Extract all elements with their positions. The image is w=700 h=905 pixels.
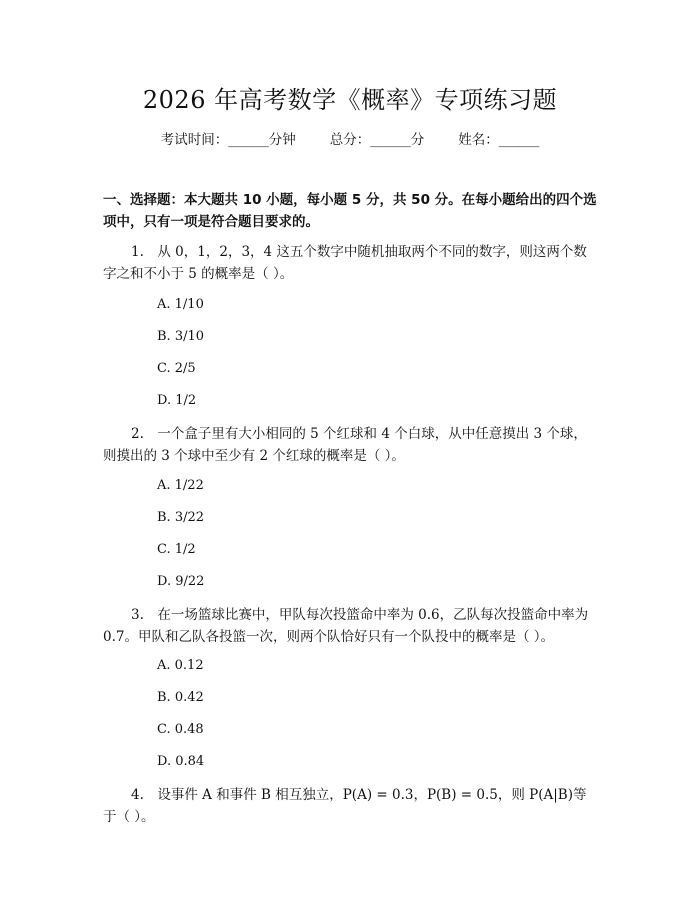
question-3-option-d: D. 0.84 <box>157 754 205 769</box>
question-2-option-a: A. 1/22 <box>157 478 204 493</box>
question-1-option-b: B. 3/10 <box>157 329 205 344</box>
question-3-option-c: C. 0.48 <box>157 722 204 737</box>
question-3-option-b: B. 0.42 <box>157 690 204 705</box>
page-title: 2026 年高考数学《概率》专项练习题 <box>142 86 558 114</box>
question-2-stem: 2. 一个盒子里有大小相同的 5 个红球和 4 个白球，从中任意摸出 3 个球，则摸出的 3 个球中至少有 2 个红球的概率是（ ）。 <box>103 426 587 464</box>
question-2-option-b: B. 3/22 <box>157 510 205 525</box>
student-name-field: 姓名：______ <box>458 132 540 148</box>
question-1-option-a: A. 1/10 <box>157 297 204 312</box>
total-score-field: 总分：______分 <box>329 132 425 148</box>
question-1-stem: 1. 从 0，1，2，3，4 这五个数字中随机抽取两个不同的数字，则这两个数字之和不小于 5 的概率是（ ）。 <box>103 244 587 282</box>
question-3-stem: 3. 在一场篮球比赛中，甲队每次投篮命中率为 0.6，乙队每次投篮命中率为 0.7。甲队和乙队各投篮一次，则两个队恰好只有一个队投中的概率是（ ）。 <box>103 607 589 645</box>
question-2-option-c: C. 1/2 <box>157 542 196 557</box>
question-1-option-d: D. 1/2 <box>157 393 197 408</box>
question-2-option-d: D. 9/22 <box>157 574 205 589</box>
question-3-option-a: A. 0.12 <box>157 658 204 673</box>
question-4-stem: 4. 设事件 A 和事件 B 相互独立，P(A) = 0.3，P(B) = 0.5，则 P(A|B)等于（ ）。 <box>103 787 587 825</box>
section-heading-choice: 一、选择题：本大题共 10 小题，每小题 5 分，共 50 分。在每小题给出的四个选项中，只有一项是符合题目要求的。 <box>103 192 597 230</box>
exam-time-field: 考试时间：______分钟 <box>160 132 296 148</box>
question-1-option-c: C. 2/5 <box>157 361 196 376</box>
exam-info-line <box>0 130 700 150</box>
